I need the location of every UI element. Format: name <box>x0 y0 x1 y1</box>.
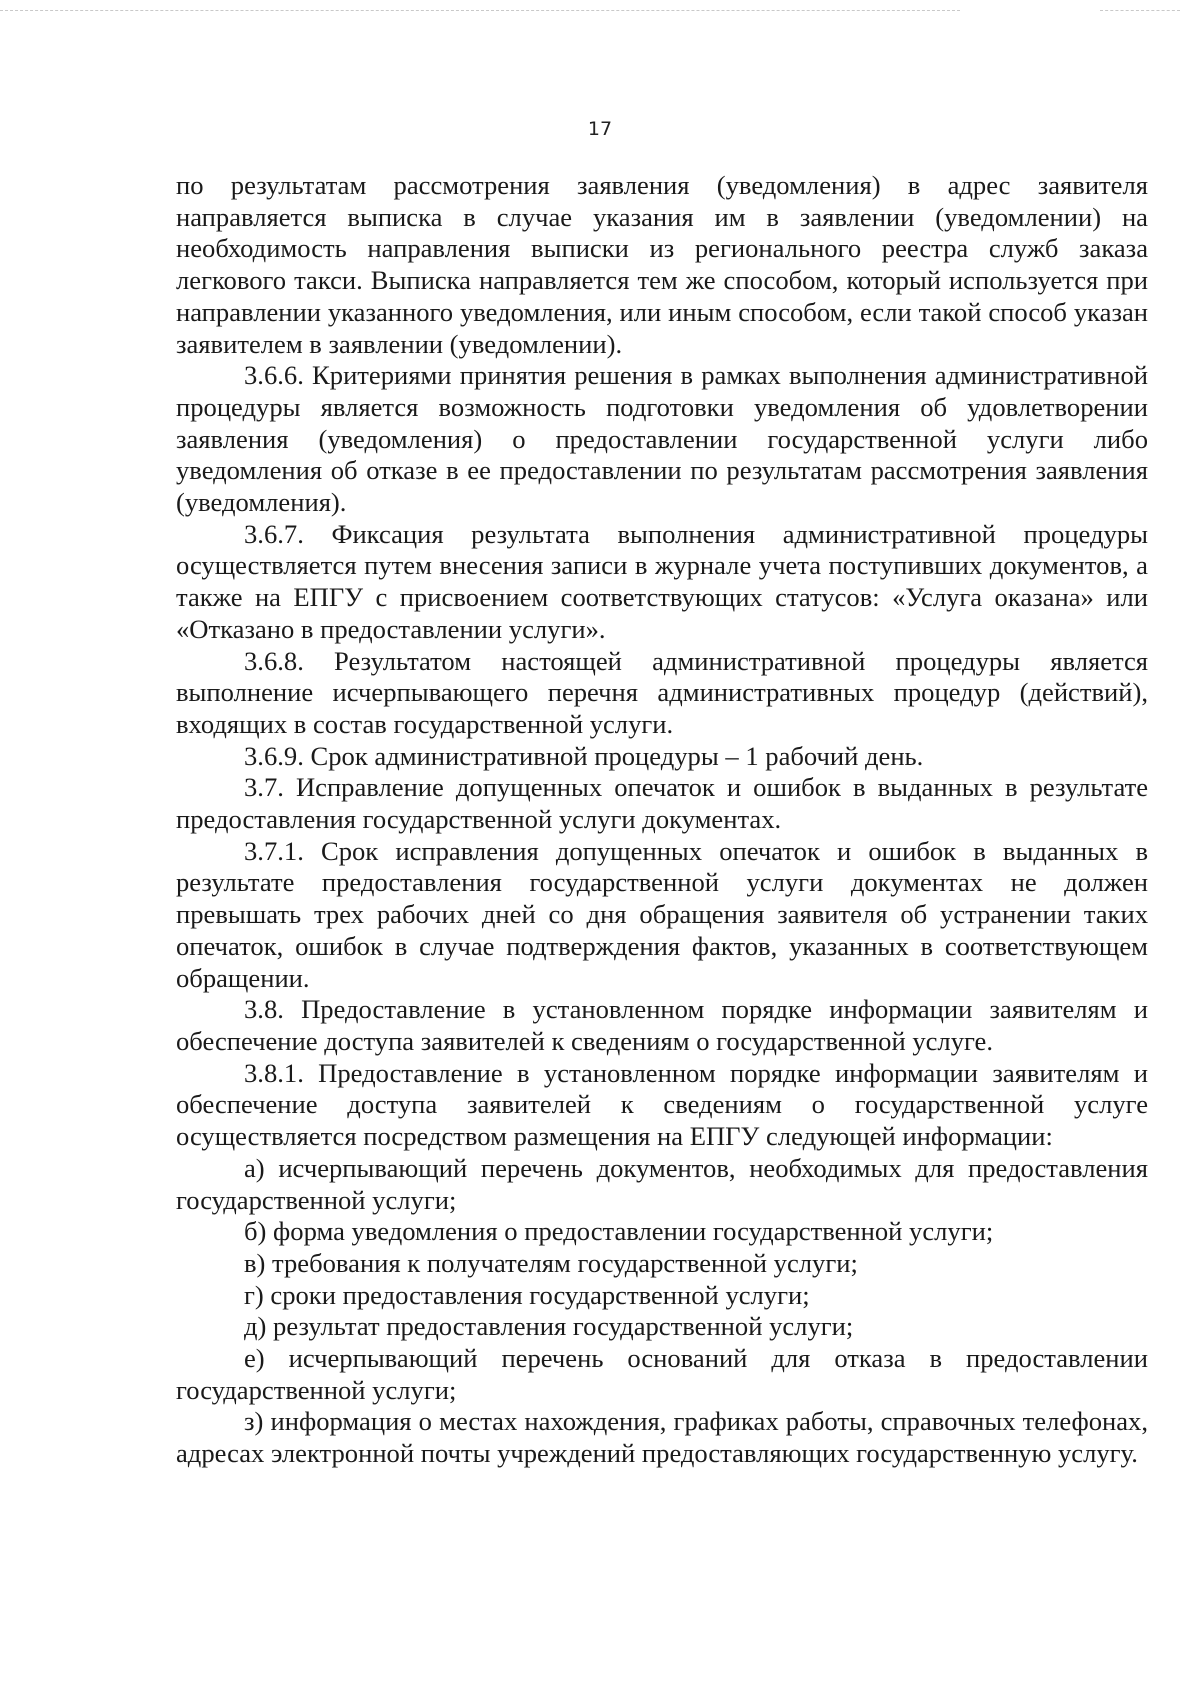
list-item-b: б) форма уведомления о предоставлении государственной услуги; <box>244 1216 994 1247</box>
paragraph-3-6-6: 3.6.6. Критериями принятия решения в рамках выполнения административной процедуры является возможность подготовки уведомления об удовлетворении заявления (уведомления) о предоставлении государственной услуги либо уведомления об отказе в ее предоставлении по результатам рассмотрения заявления (уведомления). <box>176 360 1148 518</box>
list-item-e: е) исчерпывающий перечень оснований для отказа в предоставлении государственной услуги; <box>176 1343 1148 1405</box>
list-item-g: г) сроки предоставления государственной услуги; <box>244 1279 810 1310</box>
paragraph-3-6-7: 3.6.7. Фиксация результата выполнения административной процедуры осуществляется путем внесения записи в журнале учета поступивших документов, а также на ЕПГУ с присвоением соответствующих статусов: «Услуга оказана» или «Отказано в предоставлении услуги». <box>176 518 1148 644</box>
list-item-d: д) результат предоставления государственной услуги; <box>244 1311 854 1342</box>
page-number: 17 <box>587 118 613 140</box>
list-item-a: а) исчерпывающий перечень документов, необходимых для предоставления государственной услуги; <box>176 1152 1148 1215</box>
paragraph-3-6-9: 3.6.9. Срок административной процедуры – 1 рабочий день. <box>244 740 924 771</box>
document-body <box>176 170 1148 1470</box>
paragraph-continuation: по результатам рассмотрения заявления (уведомления) в адрес заявителя направляется выписка в случае указания им в заявлении (уведомлении) на необходимость направления выписки из регионального реестра служб заказа легкового такси. Выписка направляется тем же способом, который используется при направлении указанного уведомления, или иным способом, если такой способ указан заявителем в заявлении (уведомлении). <box>176 170 1148 359</box>
paragraph-3-8: 3.8. Предоставление в установленном порядке информации заявителям и обеспечение доступа заявителей к сведениям о государственной услуге. <box>176 994 1148 1056</box>
scan-edge-line <box>0 10 960 11</box>
scan-edge-line <box>1100 10 1180 11</box>
paragraph-3-7-1: 3.7.1. Срок исправления допущенных опечаток и ошибок в выданных в результате предоставления государственной услуги документах не должен превышать трех рабочих дней со дня обращения заявителя об устранении таких опечаток, ошибок в случае подтверждения фактов, указанных в соответствующем обращении. <box>176 835 1148 993</box>
paragraph-3-6-8: 3.6.8. Результатом настоящей административной процедуры является выполнение исчерпывающего перечня административных процедур (действий), входящих в состав государственной услуги. <box>176 645 1148 739</box>
list-item-z: з) информация о местах нахождения, графиках работы, справочных телефонах, адресах электронной почты учреждений предоставляющих государственную услугу. <box>176 1406 1148 1469</box>
list-item-v: в) требования к получателям государственной услуги; <box>244 1247 858 1278</box>
paragraph-3-8-1: 3.8.1. Предоставление в установленном порядке информации заявителям и обеспечение доступа заявителей к сведениям о государственной услуге осуществляется посредством размещения на ЕПГУ следующей информации: <box>176 1057 1148 1152</box>
paragraph-3-7: 3.7. Исправление допущенных опечаток и ошибок в выданных в результате предоставления государственной услуги документах. <box>176 772 1148 835</box>
